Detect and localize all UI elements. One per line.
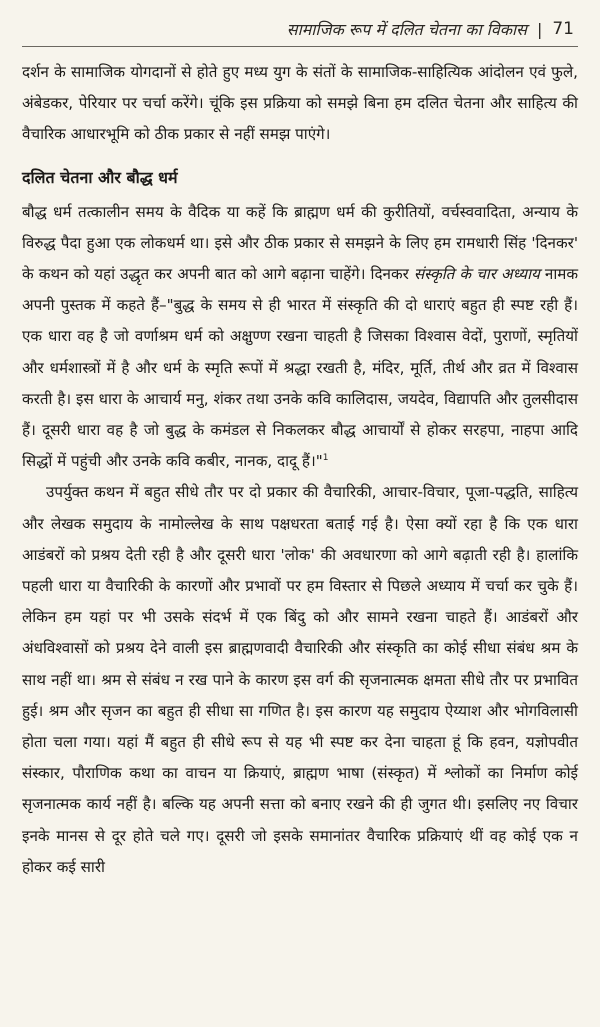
- paragraph-dinkar-quote: [22, 197, 578, 478]
- section-heading: दलित चेतना और बौद्ध धर्म: [22, 167, 178, 187]
- book-title: संस्कृति के चार अध्याय: [413, 265, 540, 284]
- paragraph-intro: दर्शन के सामाजिक योगदानों से होते हुए मध्य युग के संतों के सामाजिक-साहित्यिक आंदोलन एवं फुले, अंबेडकर, पेरियार पर चर्चा करेंगे। चूंकि इस प्रक्रिया को समझे बिना हम दलित चेतना और साहित्य की वैचारिक आधारभूमि को ठीक प्रकार से नहीं समझ पाएंगे।: [22, 63, 578, 144]
- page-body: [22, 57, 578, 883]
- running-head: [22, 12, 578, 47]
- page-number: 71: [552, 19, 574, 39]
- paragraph-text-a: बौद्ध धर्म तत्कालीन समय के वैदिक या कहें कि ब्राह्मण धर्म की कुरीतियों, वर्चस्ववादिता, अन्याय के विरुद्ध पैदा हुआ एक लोकधर्म था। इसे और ठीक प्रकार से समझने के लिए हम रामधारी सिंह 'दिनकर' के कथन को यहां उद्धृत कर अपनी बात को आगे बढ़ाना चाहेंगे। दिनकर: [22, 202, 578, 284]
- paragraph-text-b: नामक अपनी पुस्तक में कहते हैं–"बुद्ध के समय से ही भारत में संस्कृति की दो धाराएं बहुत ही स्पष्ट रही हैं। एक धारा वह है जो वर्णाश्रम धर्म को अक्षुण्ण रखना चाहती है जिसका विश्वास वेदों, पुराणों, स्मृतियों और धर्मशास्त्रों में है और धर्म के स्मृति रूपों में श्रद्धा रखती है, मंदिर, मूर्ति, तीर्थ और व्रत में विश्वास करती है। इस धारा के आचार्य मनु, शंकर तथा उनके कवि कालिदास, जयदेव, विद्यापति और तुलसीदास हैं। दूसरी धारा वह है जो बुद्ध के कमंडल से निकलकर बौद्ध आचार्यों से होकर सरहपा, नाहपा आदि सिद्धों में पहुंची और उनके कवि कबीर, नानक, दादू हैं।": [22, 265, 578, 471]
- footnote-reference: 1: [322, 453, 329, 464]
- paragraph-analysis: उपर्युक्त कथन में बहुत सीधे तौर पर दो प्रकार की वैचारिकी, आचार-विचार, पूजा-पद्धति, साहित्य और लेखक समुदाय के नामोल्लेख के साथ पक्षधरता बताई गई है। ऐसा क्यों रहा है कि एक धारा आडंबरों को प्रश्रय देती रही है और दूसरी धारा 'लोक' की अवधारणा को आगे बढ़ाती रही है। हालांकि पहली धारा या वैचारिकी के कारणों और प्रभावों पर हम विस्तार से पिछले अध्याय में चर्चा कर चुके हैं। लेकिन हम यहां पर भी उसके संदर्भ में एक बिंदु को और सामने रखना चाहते हैं। आडंबरों और अंधविश्वासों को प्रश्रय देने वाली इस ब्राह्मणवादी वैचारिकी और संस्कृति का कोई सीधा संबंध श्रम के साथ नहीं था। श्रम से संबंध न रख पाने के कारण इस वर्ग की सृजनात्मक क्षमता सीधे तौर पर प्रभावित हुई। श्रम और सृजन का बहुत ही सीधा सा गणित है। इस कारण यह समुदाय ऐय्याश और भोगविलासी होता चला गया। यहां मैं बहुत ही सीधे रूप से यह भी स्पष्ट कर देना चाहता हूं कि हवन, यज्ञोपवीत संस्कार, पौराणिक कथा का वाचन या क्रियाएं, ब्राह्मण भाषा (संस्कृत) में श्लोकों का निर्माण कोई सृजनात्मक कार्य नहीं है। बल्कि यह अपनी सत्ता को बनाए रखने की ही जुगत थी। इसलिए नए विचार इनके मानस से दूर होते चले गए। दूसरी जो इसके समानांतर वैचारिक प्रक्रियाएं थीं वह कोई एक न होकर कई सारी: [22, 483, 578, 876]
- header-separator: |: [536, 19, 543, 39]
- running-title: सामाजिक रूप में दलित चेतना का विकास: [286, 20, 527, 39]
